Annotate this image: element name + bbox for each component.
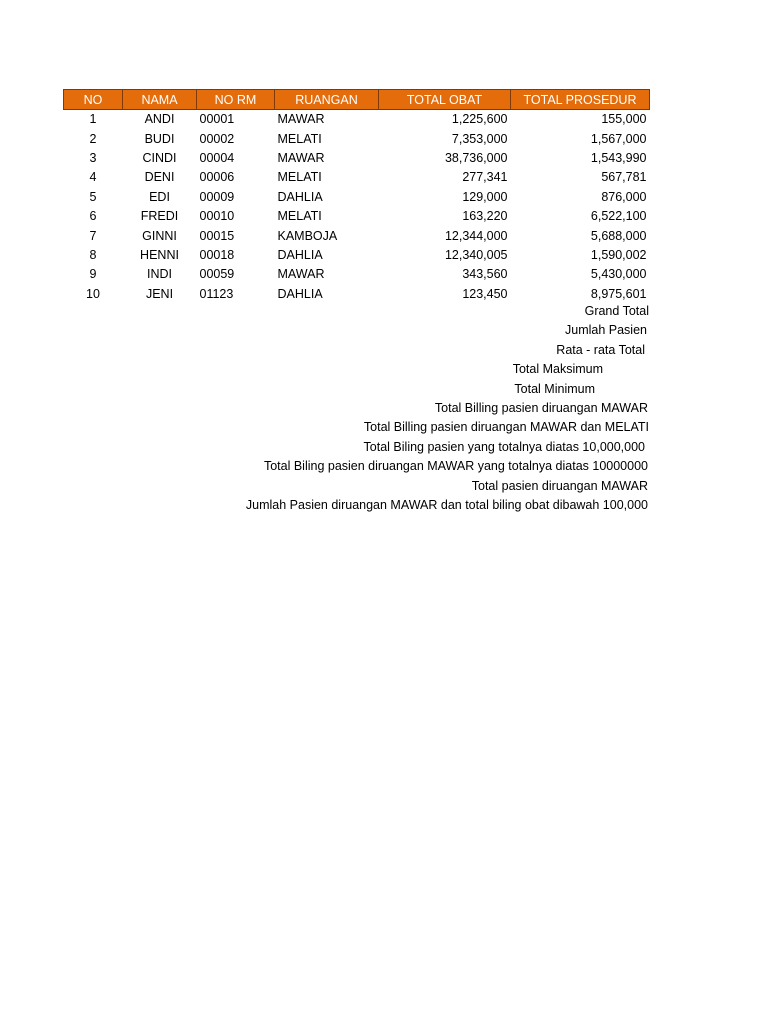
cell-ruangan[interactable]: DAHLIA xyxy=(277,247,323,262)
cell-total-obat[interactable]: 129,000 xyxy=(462,189,508,204)
header-nama[interactable]: NAMA xyxy=(123,90,197,110)
cell-no[interactable]: 1 xyxy=(89,112,97,127)
summary-label[interactable]: Jumlah Pasien xyxy=(565,323,647,338)
header-no[interactable]: NO xyxy=(64,90,123,110)
cell-no-rm[interactable]: 00059 xyxy=(199,267,235,282)
cell-total-prosedur[interactable]: 1,543,990 xyxy=(590,150,647,165)
cell-no-rm[interactable]: 00001 xyxy=(199,112,235,127)
cell-nama[interactable]: GINNI xyxy=(142,228,177,243)
cell-total-prosedur[interactable]: 1,567,000 xyxy=(590,131,647,146)
cell-no[interactable]: 2 xyxy=(89,131,97,146)
table-row xyxy=(64,168,650,187)
cell-total-obat[interactable]: 1,225,600 xyxy=(451,112,508,127)
summary-label[interactable]: Total Biling pasien diruangan MAWAR yang totalnya diatas 10000000 xyxy=(263,459,648,474)
summary-label[interactable]: Total pasien diruangan MAWAR xyxy=(471,478,648,493)
table-row xyxy=(64,188,650,207)
cell-ruangan[interactable]: DAHLIA xyxy=(277,286,323,301)
cell-total-prosedur[interactable]: 567,781 xyxy=(601,170,647,185)
table-row xyxy=(64,265,650,284)
cell-ruangan[interactable]: MAWAR xyxy=(277,267,325,282)
header-ruangan[interactable]: RUANGAN xyxy=(275,90,379,110)
cell-total-prosedur[interactable]: 6,522,100 xyxy=(590,209,647,224)
table-row xyxy=(64,129,650,148)
cell-total-obat[interactable]: 277,341 xyxy=(462,170,508,185)
cell-nama[interactable]: BUDI xyxy=(144,131,175,146)
table-row xyxy=(64,149,650,168)
header-total-obat[interactable]: TOTAL OBAT xyxy=(379,90,511,110)
summary-label[interactable]: Total Maksimum xyxy=(512,362,603,377)
cell-no-rm[interactable]: 00009 xyxy=(199,189,235,204)
cell-no-rm[interactable]: 01123 xyxy=(199,286,234,301)
spreadsheet xyxy=(63,89,649,304)
cell-total-prosedur[interactable]: 155,000 xyxy=(601,112,647,127)
cell-total-obat[interactable]: 38,736,000 xyxy=(444,150,508,165)
cell-total-obat[interactable]: 12,344,000 xyxy=(444,228,508,243)
cell-no[interactable]: 3 xyxy=(89,150,97,165)
cell-total-obat[interactable]: 123,450 xyxy=(462,286,508,301)
cell-total-obat[interactable]: 343,560 xyxy=(462,267,508,282)
cell-total-prosedur[interactable]: 876,000 xyxy=(601,189,647,204)
cell-ruangan[interactable]: MAWAR xyxy=(277,112,325,127)
cell-no[interactable]: 8 xyxy=(89,247,97,262)
summary-label[interactable]: Grand Total xyxy=(584,304,649,318)
summary-label[interactable]: Total Minimum xyxy=(514,381,595,396)
table-row xyxy=(64,110,650,130)
cell-total-prosedur[interactable]: 8,975,601 xyxy=(590,286,647,301)
cell-no-rm[interactable]: 00004 xyxy=(199,150,235,165)
summary-label[interactable]: Total Biling pasien yang totalnya diatas 10,000,000 xyxy=(363,439,645,454)
cell-total-prosedur[interactable]: 5,688,000 xyxy=(590,228,647,243)
cell-no-rm[interactable]: 00002 xyxy=(199,131,235,146)
cell-nama[interactable]: EDI xyxy=(149,189,170,204)
cell-nama[interactable]: CINDI xyxy=(142,150,177,165)
table-row xyxy=(64,207,650,226)
header-no-rm[interactable]: NO RM xyxy=(197,90,275,110)
header-row xyxy=(64,90,650,110)
summary-label[interactable]: Total Billing pasien diruangan MAWAR dan MELATI xyxy=(363,420,649,435)
cell-total-prosedur[interactable]: 5,430,000 xyxy=(590,267,647,282)
cell-no-rm[interactable]: 00006 xyxy=(199,170,235,185)
cell-ruangan[interactable]: DAHLIA xyxy=(277,189,323,204)
cell-nama[interactable]: INDI xyxy=(147,267,172,282)
summary-label[interactable]: Jumlah Pasien diruangan MAWAR dan total biling obat dibawah 100,000 xyxy=(245,498,648,512)
table-body xyxy=(64,110,650,304)
cell-nama[interactable]: DENI xyxy=(144,170,175,185)
summary-label[interactable]: Rata - rata Total xyxy=(556,342,645,357)
cell-nama[interactable]: ANDI xyxy=(144,112,175,127)
cell-total-obat[interactable]: 7,353,000 xyxy=(451,131,508,146)
cell-no-rm[interactable]: 00018 xyxy=(199,247,235,262)
cell-nama[interactable]: HENNI xyxy=(140,247,179,262)
cell-ruangan[interactable]: MELATI xyxy=(277,209,322,224)
header-total-prosedur[interactable]: TOTAL PROSEDUR xyxy=(511,90,650,110)
cell-ruangan[interactable]: MELATI xyxy=(277,170,322,185)
cell-no[interactable]: 4 xyxy=(89,170,97,185)
cell-no[interactable]: 6 xyxy=(89,209,97,224)
cell-total-obat[interactable]: 163,220 xyxy=(462,209,508,224)
table-row xyxy=(64,226,650,245)
summary-label[interactable]: Total Billing pasien diruangan MAWAR xyxy=(434,401,648,415)
table-row xyxy=(64,246,650,265)
cell-no[interactable]: 5 xyxy=(89,189,97,204)
cell-nama[interactable]: JENI xyxy=(145,286,174,301)
cell-ruangan[interactable]: MAWAR xyxy=(277,150,325,165)
cell-no-rm[interactable]: 00015 xyxy=(199,228,235,243)
billing-table xyxy=(63,89,650,304)
table-row xyxy=(64,285,650,304)
cell-no[interactable]: 9 xyxy=(89,267,97,282)
cell-no-rm[interactable]: 00010 xyxy=(199,209,235,224)
cell-ruangan[interactable]: MELATI xyxy=(277,131,322,146)
cell-total-prosedur[interactable]: 1,590,002 xyxy=(590,247,647,262)
cell-no[interactable]: 7 xyxy=(89,228,97,243)
cell-no[interactable]: 10 xyxy=(86,286,100,301)
cell-nama[interactable]: FREDI xyxy=(140,209,179,224)
cell-total-obat[interactable]: 12,340,005 xyxy=(444,247,508,262)
cell-ruangan[interactable]: KAMBOJA xyxy=(277,228,338,243)
